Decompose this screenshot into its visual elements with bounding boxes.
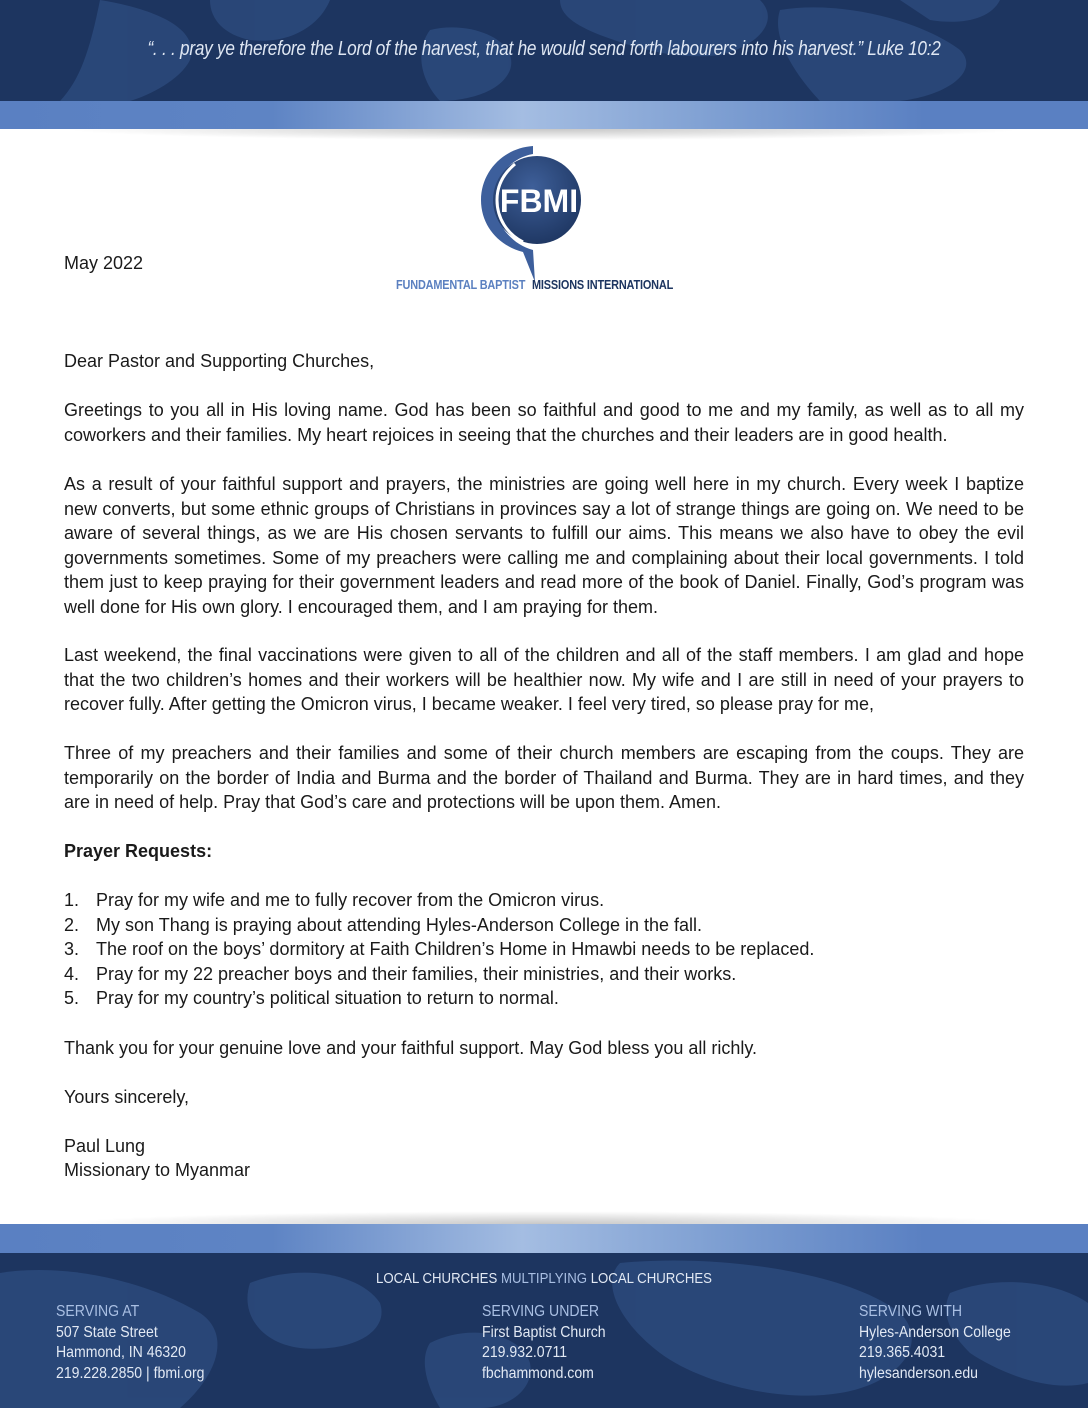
prayer-request-item [64, 937, 1064, 962]
letter-date: May 2022 [64, 253, 144, 273]
prayer-request-text: The roof on the boys’ dormitory at Faith Children’s Home in Hmawbi needs to be replaced. [96, 939, 815, 959]
prayer-request-item [64, 913, 1064, 938]
tagline-part2: MULTIPLYING [500, 1270, 588, 1287]
footer-college-phone: 219.365.4031 [859, 1344, 946, 1361]
paragraph-greeting: Greetings to you all in His loving name. God has been so faithful and good to me and my family, as well as to all my coworkers and their families. My heart rejoices in seeing that the churches and their leaders are in good health. [64, 400, 1024, 445]
logo-wordmark-part2: MISSIONS INTERNATIONAL [531, 277, 674, 292]
header-shadow [0, 129, 1088, 143]
signature-name: Paul Lung [64, 1136, 146, 1156]
signature-title: Missionary to Myanmar [64, 1160, 251, 1180]
prayer-request-text: Pray for my wife and me to fully recover from the Omicron virus. [96, 890, 605, 910]
letterhead-footer [0, 1253, 1088, 1408]
footer-address-city: Hammond, IN 46320 [56, 1344, 186, 1361]
letter-closing: Yours sincerely, [64, 1087, 190, 1107]
prayer-request-text: Pray for my 22 preacher boys and their families, their ministries, and their works. [96, 963, 737, 984]
footer-column-serving-at [56, 1302, 204, 1384]
footer-church-phone: 219.932.0711 [482, 1344, 568, 1361]
header-accent-band [0, 101, 1088, 129]
prayer-request-number: 4. [64, 963, 80, 984]
letter-salutation: Dear Pastor and Supporting Churches, [64, 351, 375, 371]
footer-column-heading: SERVING AT [56, 1303, 140, 1320]
prayer-request-item [64, 962, 1064, 987]
prayer-request-number: 1. [64, 890, 80, 910]
prayer-request-text: My son Thang is praying about attending Hyles-Anderson College in the fall. [96, 914, 703, 935]
prayer-request-item [64, 986, 1064, 1011]
logo-wordmark-part1: FUNDAMENTAL BAPTIST [396, 277, 526, 292]
letterhead-header [0, 0, 1088, 101]
prayer-request-number: 5. [64, 988, 80, 1008]
footer-column-serving-under [482, 1302, 606, 1384]
footer-column-serving-with [859, 1302, 1011, 1384]
prayer-request-text: Pray for my country’s political situation to return to normal. [96, 988, 559, 1008]
logo-mark-text: FBMI [499, 183, 579, 219]
paragraph-health-update: Last weekend, the final vaccinations were given to all of the children and all of the staff members. I am glad and hope that the two children’s homes and their workers will be healthier now. My wife and I are still in need of your prayers to recover fully. After getting the Omicron virus, I became weaker. I feel very tired, so please pray for me, [64, 645, 1024, 714]
paragraph-ministry-update: As a result of your faithful support and prayers, the ministries are going well here in my church. Every week I baptize new converts, but some ethnic groups of Christians in provinces say a lot of strange things are going on. We need to be aware of several things, as we are His chosen servants to fulfill our aims. This means we also have to obey the evil governments sometimes. Some of my preachers were calling me and complaining about their local governments. I told them just to keep praying for their government leaders and read more of the book of Daniel. Finally, God’s program was well done for His own glory. I encouraged them, and I am praying for them. [64, 474, 1024, 617]
paragraph-refugee-update: Three of my preachers and their families and some of their church members are escaping from the coups. They are temporarily on the border of India and Burma and the border of Thailand and Burma. They are in hard times, and they are in need of help. Pray that God’s care and protections will be upon them. Amen. [64, 743, 1024, 812]
scripture-quote: “. . . pray ye therefore the Lord of the harvest, that he would send forth labourers into his harvest.” Luke 10:2 [147, 38, 941, 60]
prayer-request-item [64, 888, 1064, 913]
prayer-request-number: 3. [64, 939, 80, 959]
footer-address-street: 507 State Street [56, 1323, 158, 1341]
tagline-part1: LOCAL CHURCHES [376, 1270, 498, 1287]
footer-church-website: fbchammond.com [482, 1364, 594, 1382]
footer-column-heading: SERVING WITH [859, 1303, 963, 1320]
footer-church-name: First Baptist Church [482, 1323, 606, 1341]
footer-college-name: Hyles-Anderson College [859, 1323, 1011, 1341]
prayer-request-number: 2. [64, 914, 80, 935]
prayer-requests-heading: Prayer Requests: [64, 841, 213, 861]
logo-wordmark [396, 277, 673, 292]
footer-shadow [0, 1208, 1088, 1224]
tagline-part3: LOCAL CHURCHES [590, 1270, 712, 1287]
footer-column-heading: SERVING UNDER [482, 1303, 600, 1320]
footer-tagline [65, 1270, 1022, 1287]
footer-contact: 219.228.2850 | fbmi.org [56, 1364, 205, 1382]
footer-college-website: hylesanderson.edu [859, 1364, 978, 1382]
letter-thanks: Thank you for your genuine love and your faithful support. May God bless you all richly. [64, 1038, 758, 1058]
footer-accent-band [0, 1224, 1088, 1253]
prayer-requests-list [64, 888, 1064, 1011]
